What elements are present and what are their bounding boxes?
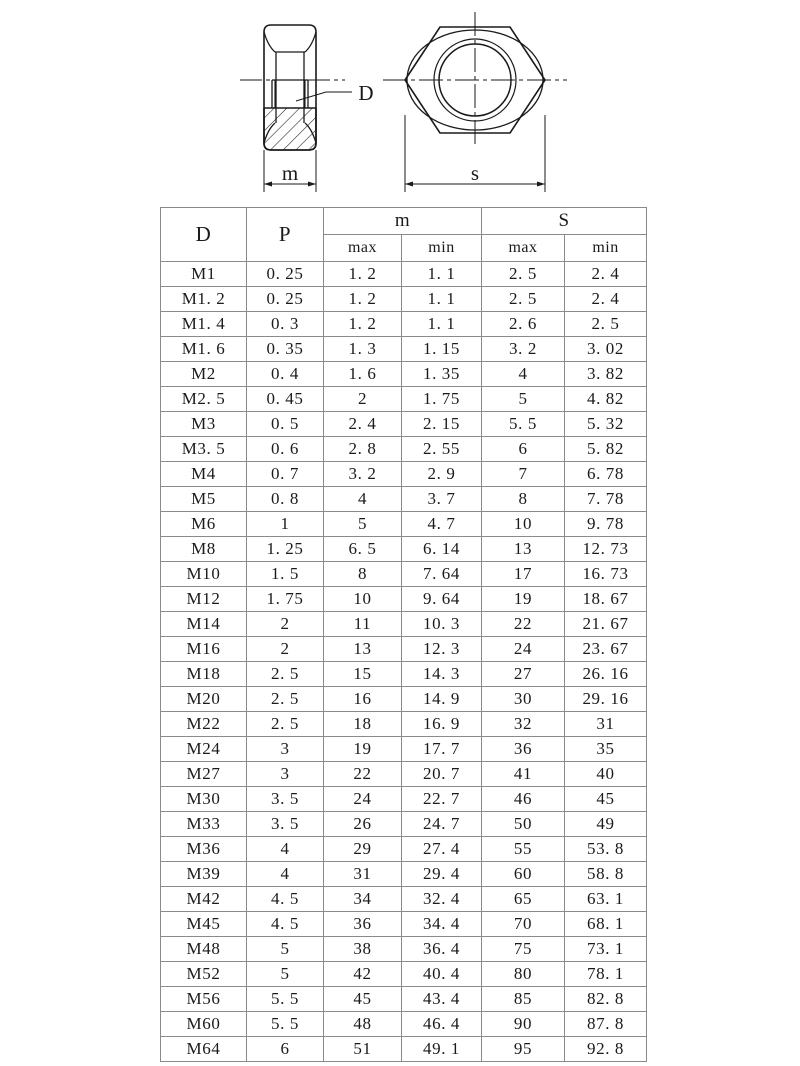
cell-m-max: 1. 2 <box>324 287 402 312</box>
drawing-svg <box>0 0 800 200</box>
specification-table-container <box>160 207 646 1062</box>
table-row <box>161 737 647 762</box>
cell-m-max: 10 <box>324 587 402 612</box>
cell-pitch: 0. 3 <box>247 312 324 337</box>
cell-pitch: 3. 5 <box>247 812 324 837</box>
cell-thread-size: M12 <box>161 587 247 612</box>
cell-pitch: 1 <box>247 512 324 537</box>
cell-s-max: 90 <box>482 1012 565 1037</box>
m-arrow-right <box>308 182 316 187</box>
table-row <box>161 537 647 562</box>
header-m-max: max <box>324 235 402 262</box>
cell-m-min: 1. 1 <box>402 287 482 312</box>
header-row-primary <box>161 208 647 235</box>
cell-m-min: 20. 7 <box>402 762 482 787</box>
table-row <box>161 337 647 362</box>
table-row <box>161 1037 647 1062</box>
cell-s-min: 5. 32 <box>565 412 647 437</box>
cell-m-min: 1. 75 <box>402 387 482 412</box>
hex-nut-dimensions-table <box>160 207 647 1062</box>
table-row <box>161 962 647 987</box>
cell-thread-size: M4 <box>161 462 247 487</box>
cell-m-min: 2. 15 <box>402 412 482 437</box>
dimension-label-s: s <box>470 161 480 185</box>
cell-m-min: 1. 1 <box>402 312 482 337</box>
cell-s-min: 21. 67 <box>565 612 647 637</box>
table-row <box>161 987 647 1012</box>
cell-m-min: 14. 9 <box>402 687 482 712</box>
cell-s-min: 2. 4 <box>565 262 647 287</box>
cell-s-min: 87. 8 <box>565 1012 647 1037</box>
cell-s-max: 2. 5 <box>482 287 565 312</box>
cell-thread-size: M1 <box>161 262 247 287</box>
cell-m-min: 22. 7 <box>402 787 482 812</box>
cell-m-min: 34. 4 <box>402 912 482 937</box>
cell-m-max: 36 <box>324 912 402 937</box>
cell-s-max: 60 <box>482 862 565 887</box>
cell-s-max: 46 <box>482 787 565 812</box>
table-row <box>161 287 647 312</box>
table-row <box>161 637 647 662</box>
cell-thread-size: M1. 6 <box>161 337 247 362</box>
cell-thread-size: M2 <box>161 362 247 387</box>
cell-s-min: 58. 8 <box>565 862 647 887</box>
header-s-min: min <box>565 235 647 262</box>
cell-s-max: 19 <box>482 587 565 612</box>
table-row <box>161 312 647 337</box>
cell-m-max: 38 <box>324 937 402 962</box>
cell-pitch: 0. 25 <box>247 262 324 287</box>
cell-m-min: 49. 1 <box>402 1037 482 1062</box>
cell-thread-size: M56 <box>161 987 247 1012</box>
cell-m-max: 1. 3 <box>324 337 402 362</box>
cell-s-max: 3. 2 <box>482 337 565 362</box>
cell-s-max: 55 <box>482 837 565 862</box>
cell-pitch: 3. 5 <box>247 787 324 812</box>
cell-m-max: 51 <box>324 1037 402 1062</box>
cell-thread-size: M60 <box>161 1012 247 1037</box>
cell-s-min: 2. 5 <box>565 312 647 337</box>
cell-s-min: 68. 1 <box>565 912 647 937</box>
cell-m-max: 34 <box>324 887 402 912</box>
cell-s-min: 63. 1 <box>565 887 647 912</box>
cell-thread-size: M36 <box>161 837 247 862</box>
cell-thread-size: M16 <box>161 637 247 662</box>
cell-pitch: 2. 5 <box>247 662 324 687</box>
table-row <box>161 787 647 812</box>
cell-pitch: 2. 5 <box>247 687 324 712</box>
table-row <box>161 412 647 437</box>
cell-s-max: 32 <box>482 712 565 737</box>
cell-s-max: 36 <box>482 737 565 762</box>
cell-s-max: 24 <box>482 637 565 662</box>
cell-m-max: 4 <box>324 487 402 512</box>
cell-m-max: 19 <box>324 737 402 762</box>
hex-nut-technical-drawing <box>0 0 800 200</box>
cell-s-max: 27 <box>482 662 565 687</box>
cell-thread-size: M6 <box>161 512 247 537</box>
top-plan-view <box>383 12 567 192</box>
cell-pitch: 5. 5 <box>247 1012 324 1037</box>
cell-m-min: 10. 3 <box>402 612 482 637</box>
cell-pitch: 2 <box>247 612 324 637</box>
cell-s-max: 10 <box>482 512 565 537</box>
header-d: D <box>161 208 247 262</box>
cell-m-min: 3. 7 <box>402 487 482 512</box>
cell-m-min: 2. 55 <box>402 437 482 462</box>
cell-s-max: 13 <box>482 537 565 562</box>
cell-s-max: 70 <box>482 912 565 937</box>
cell-m-max: 11 <box>324 612 402 637</box>
cell-pitch: 5 <box>247 937 324 962</box>
cell-s-max: 6 <box>482 437 565 462</box>
cell-m-max: 29 <box>324 837 402 862</box>
table-row <box>161 762 647 787</box>
cell-s-max: 7 <box>482 462 565 487</box>
cell-thread-size: M14 <box>161 612 247 637</box>
cell-m-min: 40. 4 <box>402 962 482 987</box>
table-row <box>161 812 647 837</box>
s-arrow-right <box>537 182 545 187</box>
cell-thread-size: M33 <box>161 812 247 837</box>
header-group-m: m <box>324 208 482 235</box>
cell-pitch: 2. 5 <box>247 712 324 737</box>
cell-s-min: 92. 8 <box>565 1037 647 1062</box>
cell-m-min: 7. 64 <box>402 562 482 587</box>
table-row <box>161 837 647 862</box>
table-row <box>161 712 647 737</box>
cell-s-min: 23. 67 <box>565 637 647 662</box>
cell-s-max: 75 <box>482 937 565 962</box>
cell-s-max: 80 <box>482 962 565 987</box>
cell-pitch: 0. 5 <box>247 412 324 437</box>
cell-s-min: 3. 82 <box>565 362 647 387</box>
cell-s-min: 4. 82 <box>565 387 647 412</box>
cell-thread-size: M3 <box>161 412 247 437</box>
table-row <box>161 687 647 712</box>
cell-s-max: 2. 5 <box>482 262 565 287</box>
cell-m-min: 24. 7 <box>402 812 482 837</box>
header-s-max: max <box>482 235 565 262</box>
cell-m-max: 13 <box>324 637 402 662</box>
cell-m-max: 2 <box>324 387 402 412</box>
cell-s-min: 12. 73 <box>565 537 647 562</box>
cell-pitch: 0. 35 <box>247 337 324 362</box>
cell-m-min: 46. 4 <box>402 1012 482 1037</box>
cell-pitch: 1. 25 <box>247 537 324 562</box>
cell-s-max: 5 <box>482 387 565 412</box>
cell-s-min: 7. 78 <box>565 487 647 512</box>
cell-thread-size: M45 <box>161 912 247 937</box>
cell-s-min: 82. 8 <box>565 987 647 1012</box>
table-row <box>161 612 647 637</box>
cell-s-max: 65 <box>482 887 565 912</box>
cell-pitch: 0. 6 <box>247 437 324 462</box>
cell-pitch: 0. 45 <box>247 387 324 412</box>
header-p: P <box>247 208 324 262</box>
cell-m-min: 4. 7 <box>402 512 482 537</box>
cell-m-max: 5 <box>324 512 402 537</box>
section-hatching <box>264 108 316 150</box>
cell-s-min: 18. 67 <box>565 587 647 612</box>
table-row <box>161 487 647 512</box>
table-row <box>161 937 647 962</box>
front-section-view <box>240 25 374 192</box>
cell-m-max: 48 <box>324 1012 402 1037</box>
cell-thread-size: M64 <box>161 1037 247 1062</box>
cell-m-min: 36. 4 <box>402 937 482 962</box>
cell-s-max: 22 <box>482 612 565 637</box>
cell-thread-size: M48 <box>161 937 247 962</box>
cell-m-min: 14. 3 <box>402 662 482 687</box>
cell-m-min: 27. 4 <box>402 837 482 862</box>
table-row <box>161 912 647 937</box>
dimension-label-d: D <box>358 81 374 105</box>
cell-m-max: 22 <box>324 762 402 787</box>
header-group-s: S <box>482 208 647 235</box>
cell-m-min: 6. 14 <box>402 537 482 562</box>
cell-pitch: 2 <box>247 637 324 662</box>
cell-m-max: 18 <box>324 712 402 737</box>
cell-m-min: 2. 9 <box>402 462 482 487</box>
table-row <box>161 362 647 387</box>
cell-s-min: 9. 78 <box>565 512 647 537</box>
cell-thread-size: M5 <box>161 487 247 512</box>
cell-pitch: 6 <box>247 1037 324 1062</box>
cell-pitch: 4. 5 <box>247 887 324 912</box>
cell-pitch: 0. 8 <box>247 487 324 512</box>
dimension-label-m: m <box>281 161 299 185</box>
cell-thread-size: M22 <box>161 712 247 737</box>
cell-thread-size: M3. 5 <box>161 437 247 462</box>
cell-m-max: 2. 8 <box>324 437 402 462</box>
cell-s-min: 40 <box>565 762 647 787</box>
cell-thread-size: M1. 2 <box>161 287 247 312</box>
table-row <box>161 1012 647 1037</box>
cell-m-max: 6. 5 <box>324 537 402 562</box>
table-row <box>161 562 647 587</box>
cell-thread-size: M18 <box>161 662 247 687</box>
cell-s-min: 45 <box>565 787 647 812</box>
cell-pitch: 4 <box>247 837 324 862</box>
cell-m-max: 24 <box>324 787 402 812</box>
cell-m-min: 1. 35 <box>402 362 482 387</box>
table-row <box>161 437 647 462</box>
cell-pitch: 1. 5 <box>247 562 324 587</box>
s-arrow-left <box>405 182 413 187</box>
cell-m-max: 26 <box>324 812 402 837</box>
cell-s-min: 78. 1 <box>565 962 647 987</box>
cell-m-max: 3. 2 <box>324 462 402 487</box>
table-row <box>161 862 647 887</box>
cell-m-min: 17. 7 <box>402 737 482 762</box>
cell-s-min: 53. 8 <box>565 837 647 862</box>
table-row <box>161 587 647 612</box>
cell-s-max: 95 <box>482 1037 565 1062</box>
cell-thread-size: M2. 5 <box>161 387 247 412</box>
cell-m-min: 12. 3 <box>402 637 482 662</box>
table-row <box>161 462 647 487</box>
m-arrow-left <box>264 182 272 187</box>
cell-m-max: 45 <box>324 987 402 1012</box>
cell-s-max: 85 <box>482 987 565 1012</box>
cell-s-min: 5. 82 <box>565 437 647 462</box>
cell-s-max: 41 <box>482 762 565 787</box>
cell-s-min: 2. 4 <box>565 287 647 312</box>
cell-m-min: 32. 4 <box>402 887 482 912</box>
cell-thread-size: M27 <box>161 762 247 787</box>
cell-thread-size: M52 <box>161 962 247 987</box>
cell-s-min: 35 <box>565 737 647 762</box>
cell-m-min: 9. 64 <box>402 587 482 612</box>
table-head <box>161 208 647 262</box>
table-row <box>161 262 647 287</box>
cell-pitch: 5 <box>247 962 324 987</box>
cell-pitch: 4 <box>247 862 324 887</box>
cell-thread-size: M20 <box>161 687 247 712</box>
cell-m-min: 1. 15 <box>402 337 482 362</box>
cell-thread-size: M8 <box>161 537 247 562</box>
cell-m-max: 42 <box>324 962 402 987</box>
cell-s-max: 4 <box>482 362 565 387</box>
cell-m-max: 31 <box>324 862 402 887</box>
cell-pitch: 4. 5 <box>247 912 324 937</box>
cell-s-max: 2. 6 <box>482 312 565 337</box>
cell-m-max: 15 <box>324 662 402 687</box>
cell-thread-size: M39 <box>161 862 247 887</box>
cell-thread-size: M24 <box>161 737 247 762</box>
cell-m-min: 43. 4 <box>402 987 482 1012</box>
cell-s-max: 8 <box>482 487 565 512</box>
cell-pitch: 3 <box>247 737 324 762</box>
table-row <box>161 662 647 687</box>
cell-m-max: 2. 4 <box>324 412 402 437</box>
cell-thread-size: M1. 4 <box>161 312 247 337</box>
table-row <box>161 387 647 412</box>
cell-s-min: 49 <box>565 812 647 837</box>
cell-pitch: 0. 7 <box>247 462 324 487</box>
cell-pitch: 3 <box>247 762 324 787</box>
table-row <box>161 887 647 912</box>
cell-s-max: 5. 5 <box>482 412 565 437</box>
cell-s-min: 26. 16 <box>565 662 647 687</box>
cell-s-min: 3. 02 <box>565 337 647 362</box>
cell-m-max: 8 <box>324 562 402 587</box>
cell-pitch: 5. 5 <box>247 987 324 1012</box>
cell-s-min: 16. 73 <box>565 562 647 587</box>
cell-s-max: 30 <box>482 687 565 712</box>
cell-s-min: 73. 1 <box>565 937 647 962</box>
cell-s-min: 6. 78 <box>565 462 647 487</box>
cell-pitch: 0. 25 <box>247 287 324 312</box>
cell-thread-size: M30 <box>161 787 247 812</box>
cell-m-max: 1. 6 <box>324 362 402 387</box>
table-row <box>161 512 647 537</box>
cell-m-min: 1. 1 <box>402 262 482 287</box>
cell-thread-size: M10 <box>161 562 247 587</box>
cell-s-min: 31 <box>565 712 647 737</box>
cell-s-min: 29. 16 <box>565 687 647 712</box>
cell-m-max: 16 <box>324 687 402 712</box>
header-m-min: min <box>402 235 482 262</box>
cell-pitch: 1. 75 <box>247 587 324 612</box>
cell-s-max: 17 <box>482 562 565 587</box>
cell-pitch: 0. 4 <box>247 362 324 387</box>
table-body <box>161 262 647 1062</box>
cell-m-max: 1. 2 <box>324 262 402 287</box>
cell-m-min: 16. 9 <box>402 712 482 737</box>
cell-m-min: 29. 4 <box>402 862 482 887</box>
cell-m-max: 1. 2 <box>324 312 402 337</box>
cell-thread-size: M42 <box>161 887 247 912</box>
cell-s-max: 50 <box>482 812 565 837</box>
